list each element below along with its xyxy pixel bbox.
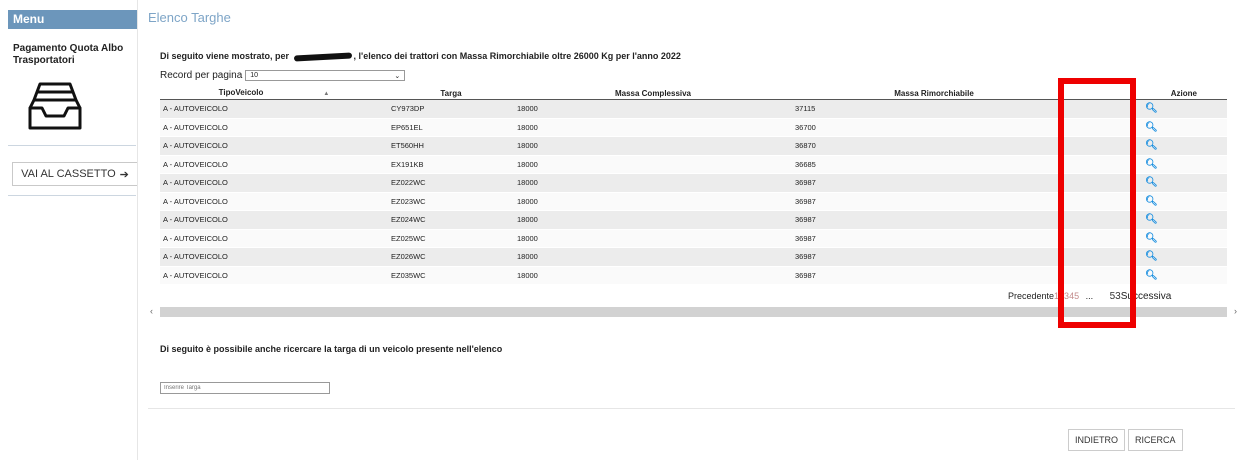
cell-massa-rimorchiabile: 36870 [792,137,1076,156]
menu-divider [8,195,136,196]
scroll-left-icon[interactable]: ‹ [150,306,153,316]
cell-massa-complessiva: 18000 [514,229,792,248]
sidebar [8,10,138,450]
cell-massa-rimorchiabile: 37115 [792,100,1076,119]
horizontal-scrollbar[interactable] [150,306,1237,317]
pagination-ellipsis: ... [1085,291,1094,301]
table-row [160,229,1227,248]
cell-targa: EZ035WC [388,266,514,285]
cell-tipoveicolo: A - AUTOVEICOLO [160,155,388,174]
cell-tipoveicolo: A - AUTOVEICOLO [160,192,388,211]
cell-massa-complessiva: 18000 [514,174,792,193]
table-row [160,192,1227,211]
cell-tipoveicolo: A - AUTOVEICOLO [160,211,388,230]
column-header-tipoveicolo[interactable] [160,88,388,100]
column-header-label: TipoVeicolo [218,88,264,97]
page-title: Elenco Targhe [148,10,231,25]
cell-massa-complessiva: 18000 [514,137,792,156]
cell-targa: ET560HH [388,137,514,156]
ricerca-button[interactable]: RICERCA [1128,429,1183,451]
search-icon[interactable]: 🔍︎ [1145,214,1158,226]
cell-massa-rimorchiabile: 36987 [792,248,1076,267]
table-row [160,155,1227,174]
sidebar-border [137,0,138,460]
search-icon[interactable]: 🔍︎ [1145,158,1158,170]
sort-arrow-icon: ▲ [323,91,330,97]
record-per-page-value: 10 [250,72,259,79]
search-icon[interactable]: 🔍︎ [1145,121,1158,133]
cell-azione [1076,211,1227,230]
vai-al-cassetto-button[interactable] [12,162,138,186]
search-icon[interactable]: 🔍︎ [1145,140,1158,152]
arrow-right-icon: ➔ [119,168,129,181]
vehicles-table [160,88,1227,285]
search-icon[interactable]: 🔍︎ [1145,177,1158,189]
column-header-massa-rimorchiabile[interactable]: Massa Rimorchiabile [792,88,1076,100]
table-row [160,100,1227,119]
menu-divider [8,145,136,146]
search-icon[interactable]: 🔍︎ [1145,103,1158,115]
column-header-massa-complessiva[interactable]: Massa Complessiva [514,88,792,100]
cell-massa-complessiva: 18000 [514,248,792,267]
cell-massa-complessiva: 18000 [514,100,792,119]
description-suffix: , l'elenco dei trattori con Massa Rimorchiabile oltre 26000 Kg per l'anno 2022 [353,51,681,61]
cell-tipoveicolo: A - AUTOVEICOLO [160,266,388,285]
table-row [160,118,1227,137]
search-icon[interactable]: 🔍︎ [1145,269,1158,281]
record-per-page [160,70,405,81]
cell-tipoveicolo: A - AUTOVEICOLO [160,137,388,156]
cell-azione [1076,100,1227,119]
cell-targa: EP651EL [388,118,514,137]
cassetto-button-label: VAI AL CASSETTO [21,168,116,180]
cell-massa-complessiva: 18000 [514,192,792,211]
cell-azione [1076,174,1227,193]
cell-massa-rimorchiabile: 36987 [792,211,1076,230]
cell-azione [1076,248,1227,267]
cell-massa-rimorchiabile: 36700 [792,118,1076,137]
cell-tipoveicolo: A - AUTOVEICOLO [160,248,388,267]
pagination-last[interactable]: 53 [1109,291,1121,302]
cell-massa-complessiva: 18000 [514,211,792,230]
search-note: Di seguito è possibile anche ricercare la targa di un veicolo presente nell'elenco [160,344,503,354]
table-row [160,266,1227,285]
column-header-targa[interactable]: Targa [388,88,514,100]
search-icon[interactable]: 🔍︎ [1145,251,1158,263]
cell-tipoveicolo: A - AUTOVEICOLO [160,118,388,137]
scroll-right-icon[interactable]: › [1234,306,1237,316]
table-row [160,137,1227,156]
cell-azione [1076,229,1227,248]
table-row [160,211,1227,230]
pagination [1008,291,1171,302]
cell-azione [1076,266,1227,285]
pagination-next[interactable]: Successiva [1120,291,1172,302]
cell-tipoveicolo: A - AUTOVEICOLO [160,229,388,248]
cell-massa-complessiva: 18000 [514,155,792,174]
description-text [160,51,681,61]
footer-divider [148,408,1235,409]
search-icon[interactable]: 🔍︎ [1145,195,1158,207]
cell-massa-rimorchiabile: 36987 [792,266,1076,285]
table-row [160,248,1227,267]
main-content [148,10,1235,460]
inbox-tray-icon [26,78,84,132]
cell-tipoveicolo: A - AUTOVEICOLO [160,174,388,193]
cell-azione [1076,192,1227,211]
plate-search-input[interactable] [160,382,330,394]
cell-massa-rimorchiabile: 36987 [792,192,1076,211]
pagination-pages[interactable]: 12345 [1054,291,1080,301]
redacted-name [293,52,351,61]
cell-massa-complessiva: 18000 [514,118,792,137]
cell-azione [1076,155,1227,174]
sidebar-item-pagamento-quota[interactable]: Pagamento Quota Albo Trasportatori [13,43,124,66]
cell-massa-rimorchiabile: 36987 [792,174,1076,193]
record-per-page-select[interactable] [245,70,405,81]
record-per-page-label: Record per pagina [160,70,243,81]
column-header-azione[interactable]: Azione [1076,88,1227,100]
description-prefix: Di seguito viene mostrato, per [160,51,290,61]
table-row [160,174,1227,193]
cell-azione [1076,137,1227,156]
search-icon[interactable]: 🔍︎ [1145,232,1158,244]
cell-targa: EZ026WC [388,248,514,267]
cell-targa: CY973DP [388,100,514,119]
cell-massa-rimorchiabile: 36685 [792,155,1076,174]
cell-targa: EZ023WC [388,192,514,211]
chevron-down-icon: ⌄ [394,72,401,80]
pagination-prev[interactable]: Precedente [1008,291,1055,301]
cell-targa: EZ022WC [388,174,514,193]
cell-massa-complessiva: 18000 [514,266,792,285]
cell-azione [1076,118,1227,137]
cell-targa: EX191KB [388,155,514,174]
table-header-row [160,88,1227,100]
menu-header: Menu [8,10,138,29]
cell-massa-rimorchiabile: 36987 [792,229,1076,248]
indietro-button[interactable]: INDIETRO [1068,429,1125,451]
cell-targa: EZ024WC [388,211,514,230]
cell-tipoveicolo: A - AUTOVEICOLO [160,100,388,119]
cell-targa: EZ025WC [388,229,514,248]
